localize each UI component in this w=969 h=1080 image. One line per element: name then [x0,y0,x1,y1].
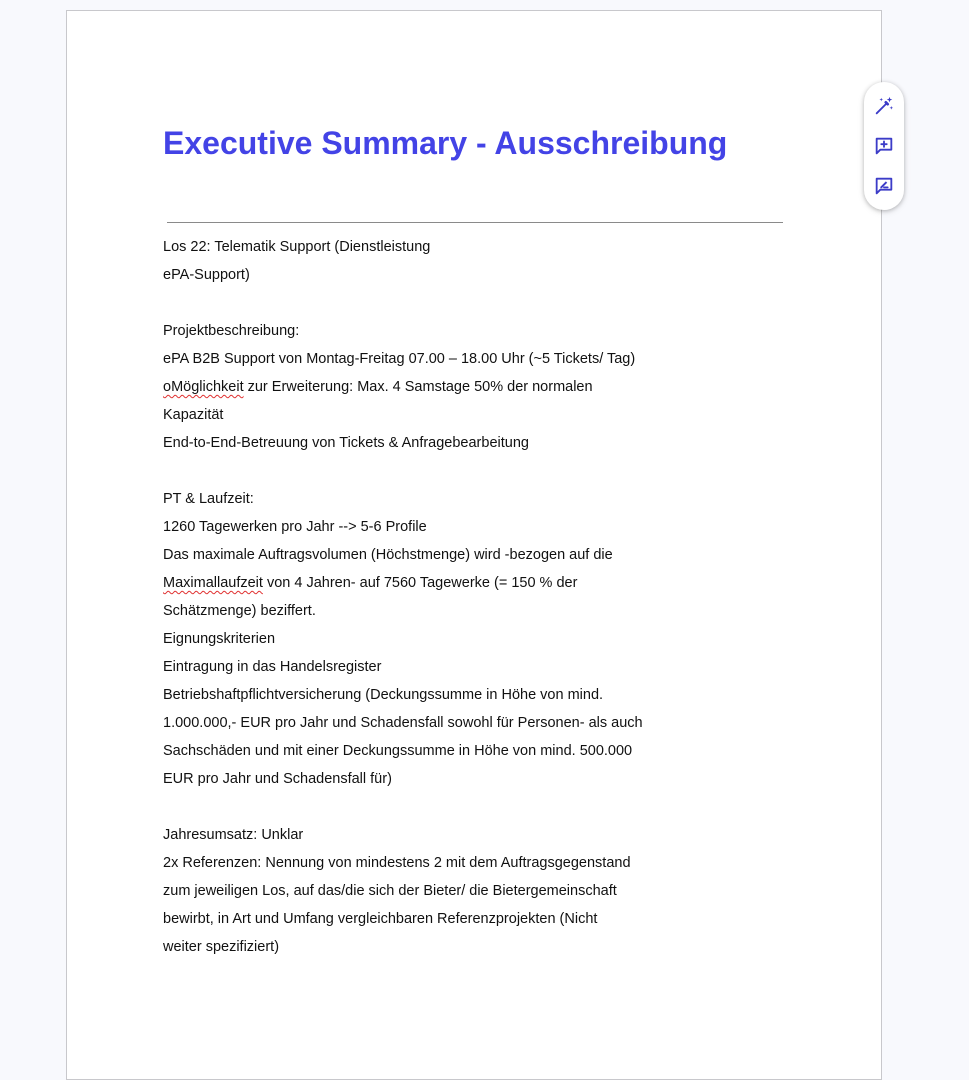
text-segment: bewirbt, in Art und Umfang vergleichbaren Referenzprojekten (Nicht [163,911,598,927]
document-body[interactable] [163,233,723,961]
text-segment: End-to-End-Betreuung von Tickets & Anfragebearbeitung [163,435,529,451]
text-line[interactable] [163,261,723,289]
empty-line[interactable] [163,457,723,485]
comment-add-icon [873,135,895,157]
text-line[interactable] [163,681,723,709]
misspelled-word: oMöglichkeit [163,379,244,395]
text-segment: Das maximale Auftragsvolumen (Höchstmenge) wird -bezogen auf die [163,547,613,563]
text-segment: ePA-Support) [163,267,250,283]
text-line[interactable] [163,709,723,737]
text-segment: von 4 Jahren- auf 7560 Tagewerke (= 150 % der [262,575,578,591]
suggest-edit-icon [873,175,895,197]
floating-side-toolbar [864,82,904,210]
suggest-edit-button[interactable] [872,174,896,198]
text-line[interactable] [163,905,723,933]
text-segment: 1.000.000,- EUR pro Jahr und Schadensfall sowohl für Personen- als auch [163,715,643,731]
text-segment: Projektbeschreibung: [163,323,300,339]
text-line[interactable] [163,233,723,261]
text-line[interactable] [163,513,723,541]
text-segment: Eintragung in das Handelsregister [163,659,382,675]
text-segment: EUR pro Jahr und Schadensfall für) [163,771,392,787]
document-page[interactable] [66,10,882,1080]
text-line[interactable] [163,877,723,905]
empty-line[interactable] [163,793,723,821]
text-line[interactable] [163,765,723,793]
text-segment: Eignungskriterien [163,631,276,647]
text-line[interactable] [163,933,723,961]
magic-pen-icon [873,95,895,117]
empty-line[interactable] [163,289,723,317]
horizontal-divider [167,222,783,223]
text-line[interactable] [163,737,723,765]
text-line[interactable] [163,625,723,653]
ai-write-button[interactable] [872,94,896,118]
text-segment: zur Erweiterung: Max. 4 Samstage 50% der normalen [243,379,593,395]
text-line[interactable] [163,821,723,849]
text-line[interactable] [163,373,723,401]
text-line[interactable] [163,485,723,513]
text-segment: zum jeweiligen Los, auf das/die sich der Bieter/ die Bietergemeinschaft [163,883,617,899]
text-line[interactable] [163,569,723,597]
misspelled-word: Maximallaufzeit [163,575,263,591]
text-segment: Sachschäden und mit einer Deckungssumme in Höhe von mind. 500.000 [163,743,633,759]
text-segment: Jahresumsatz: Unklar [163,827,304,843]
add-comment-button[interactable] [872,134,896,158]
text-line[interactable] [163,597,723,625]
text-segment: 2x Referenzen: Nennung von mindestens 2 mit dem Auftragsgegenstand [163,855,631,871]
text-segment: Kapazität [163,407,224,423]
text-line[interactable] [163,317,723,345]
text-line[interactable] [163,541,723,569]
text-line[interactable] [163,849,723,877]
text-segment: PT & Laufzeit: [163,491,254,507]
text-line[interactable] [163,429,723,457]
text-segment: ePA B2B Support von Montag-Freitag 07.00 – 18.00 Uhr (~5 Tickets/ Tag) [163,351,636,367]
text-segment: weiter spezifiziert) [163,939,280,955]
text-segment: Schätzmenge) beziffert. [163,603,316,619]
text-segment: Betriebshaftpflichtversicherung (Deckungssumme in Höhe von mind. [163,687,604,703]
text-line[interactable] [163,345,723,373]
text-segment: 1260 Tagewerken pro Jahr --> 5-6 Profile [163,519,427,535]
text-line[interactable] [163,401,723,429]
text-segment: Los 22: Telematik Support (Dienstleistung [163,239,431,255]
text-line[interactable] [163,653,723,681]
document-title[interactable]: Executive Summary - Ausschreibung [163,125,728,161]
